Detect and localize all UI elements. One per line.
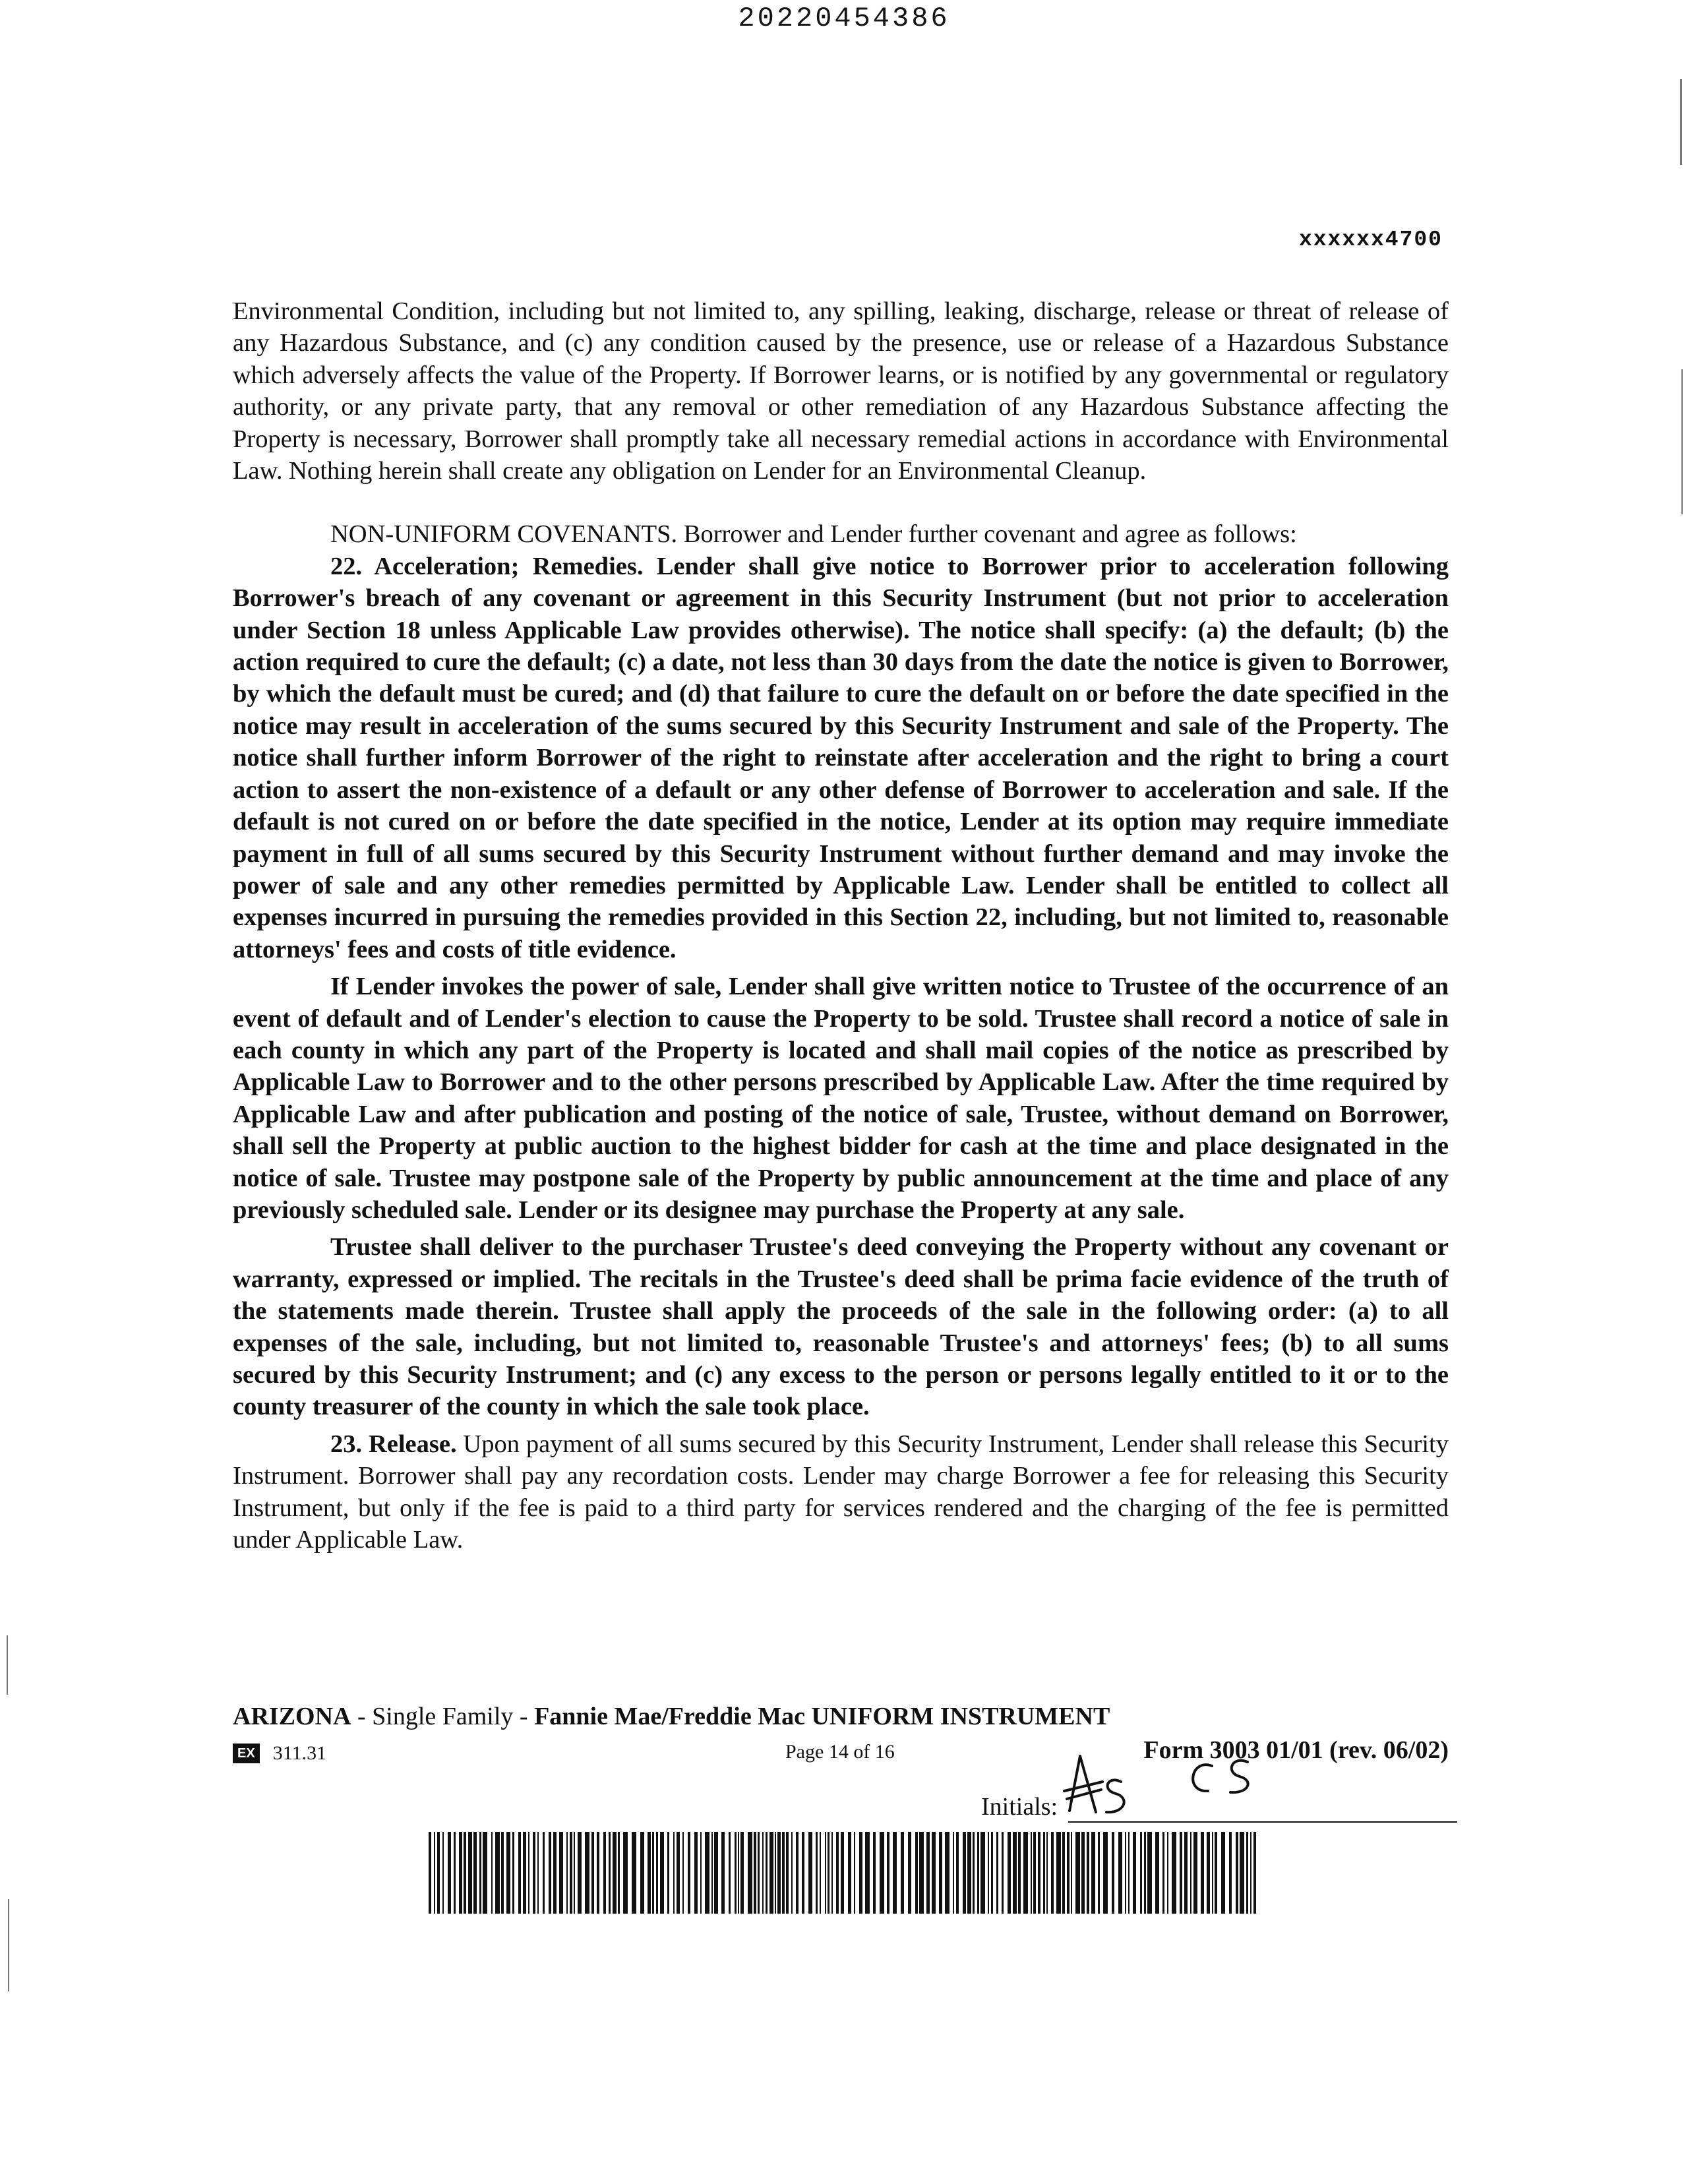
barcode-bar — [980, 1832, 985, 1914]
barcode-bar — [660, 1832, 664, 1914]
barcode-bar — [549, 1832, 551, 1914]
barcode-bar — [854, 1832, 855, 1914]
barcode-bar — [786, 1832, 789, 1914]
barcode-bar — [1075, 1832, 1080, 1914]
barcode-bar — [714, 1832, 718, 1914]
form-number: Form 3003 01/01 (rev. 06/02) — [1143, 1736, 1449, 1764]
barcode-bar — [1112, 1832, 1114, 1914]
barcode-bar — [533, 1832, 535, 1914]
barcode-bar — [667, 1832, 669, 1914]
barcode-bar — [953, 1832, 954, 1914]
barcode-bar — [828, 1832, 829, 1914]
recording-number: 20220454386 — [738, 3, 950, 34]
barcode-bar — [648, 1832, 651, 1914]
barcode-bar — [1046, 1832, 1048, 1914]
barcode-bar — [782, 1832, 785, 1914]
barcode-bar — [479, 1832, 481, 1914]
barcode-bar — [442, 1832, 444, 1914]
footer-form-line — [233, 1736, 1449, 1771]
barcode-bar — [1221, 1832, 1225, 1914]
barcode-bar — [1081, 1832, 1085, 1914]
barcode-bar — [609, 1832, 611, 1914]
barcode-bar — [748, 1832, 752, 1914]
barcode-bar — [908, 1832, 911, 1914]
barcode-bar — [483, 1832, 487, 1914]
initials-signature — [1062, 1753, 1259, 1825]
barcode-bar — [1180, 1832, 1182, 1914]
barcode-bar — [996, 1832, 998, 1914]
barcode-bar — [459, 1832, 462, 1914]
barcode-bar — [1023, 1832, 1028, 1914]
barcode-bar — [1008, 1832, 1011, 1914]
barcode-bar — [1155, 1832, 1159, 1914]
barcode-bar — [1128, 1832, 1130, 1914]
barcode-bar — [1229, 1832, 1232, 1914]
barcode-bar — [1125, 1832, 1126, 1914]
barcode-bar — [1253, 1832, 1256, 1914]
barcode-bar — [775, 1832, 776, 1914]
barcode-bar — [873, 1832, 876, 1914]
barcode-bar — [901, 1832, 904, 1914]
barcode-bar — [1212, 1832, 1213, 1914]
barcode-bar — [537, 1832, 539, 1914]
barcode-bar — [700, 1832, 702, 1914]
barcode-bar — [473, 1832, 477, 1914]
barcode-bar — [652, 1832, 654, 1914]
barcode-bar — [887, 1832, 889, 1914]
loan-number: xxxxxx4700 — [1298, 228, 1443, 252]
barcode-bar — [673, 1832, 675, 1914]
barcode-bar — [1207, 1832, 1210, 1914]
barcode-bar — [1098, 1832, 1100, 1914]
barcode-bar — [831, 1832, 833, 1914]
barcode-bar — [1043, 1832, 1045, 1914]
barcode-bar — [1246, 1832, 1248, 1914]
barcode-bar — [632, 1832, 636, 1914]
section-23-release — [233, 1428, 1449, 1556]
barcode-bar — [963, 1832, 966, 1914]
barcode-bar — [762, 1832, 764, 1914]
barcode-bar — [1056, 1832, 1061, 1914]
barcode-bar — [945, 1832, 950, 1914]
barcode-bar — [1236, 1832, 1238, 1914]
barcode-bar — [1190, 1832, 1191, 1914]
barcode-bar — [1118, 1832, 1122, 1914]
barcode-bar — [919, 1832, 924, 1914]
barcode-bar — [1051, 1832, 1054, 1914]
barcode-bar — [735, 1832, 737, 1914]
barcode-bar — [429, 1832, 431, 1914]
barcode-bar — [956, 1832, 959, 1914]
barcode-bar — [729, 1832, 731, 1914]
barcode-bar — [758, 1832, 760, 1914]
barcode-bar — [570, 1832, 572, 1914]
barcode-bar — [848, 1832, 851, 1914]
barcode-bar — [688, 1832, 690, 1914]
barcode-bar — [973, 1832, 975, 1914]
barcode-bar — [1018, 1832, 1021, 1914]
section-23-text: Upon payment of all sums secured by this Security Instrument, Lender shall release this Security Instrument. Borrower shall pay any recordation costs. Lender may charge Borrower a fee for releasing this Security Instrument, but only if the fee is paid to a third party for services rendered and the charging of the fee is permitted under Applicable Law. — [233, 1430, 1449, 1554]
barcode-bar — [777, 1832, 781, 1914]
barcode-bar — [464, 1832, 466, 1914]
barcode-bar — [825, 1832, 826, 1914]
scan-edge-mark — [1681, 369, 1683, 514]
barcode-bar — [766, 1832, 768, 1914]
barcode-bar — [1140, 1832, 1142, 1914]
barcode-bar — [603, 1832, 606, 1914]
barcode-bar — [1067, 1832, 1070, 1914]
barcode-bar — [559, 1832, 563, 1914]
barcode-bar — [1184, 1832, 1188, 1914]
scan-edge-mark — [1680, 79, 1682, 165]
footer-instrument-line — [233, 1702, 1110, 1731]
barcode-bar — [1240, 1832, 1244, 1914]
barcode-bar — [1071, 1832, 1072, 1914]
barcode-bar — [841, 1832, 844, 1914]
barcode-bar — [808, 1832, 812, 1914]
barcode-bar — [1144, 1832, 1146, 1914]
barcode-bar — [518, 1832, 521, 1914]
barcode-bar — [1162, 1832, 1164, 1914]
barcode-bar — [574, 1832, 575, 1914]
barcode-bar — [578, 1832, 582, 1914]
barcode-bar — [1201, 1832, 1204, 1914]
scan-edge-mark — [8, 1899, 9, 1991]
barcode-bar — [1103, 1832, 1108, 1914]
barcode-bar — [523, 1832, 526, 1914]
barcode-bar — [437, 1832, 440, 1914]
barcode-bar — [1087, 1832, 1089, 1914]
section-22-acceleration-remedies: 22. Acceleration; Remedies. Lender shall give notice to Borrower prior to acceleration following Borrower's breach of any covenant or agreement in this Security Instrument (but not prior to acceleration under Section 18 unless Applicable Law provides otherwise). The notice shall specify: (a) the default; (b) the action required to cure the default; (c) a date, not less than 30 days from the date the notice is given to Borrower, by which the default must be cured; and (d) that failure to cure the default on or before the date specified in the notice may result in acceleration of the sums secured by this Security Instrument and sale of the Property. The notice shall further inform Borrower of the right to reinstate after acceleration and the right to bring a court action to assert the non-existence of a default or any other defense of Borrower to acceleration and sale. If the default is not cured on or before the date specified in the notice, Lender at its option may require immediate payment in full of all sums secured by this Security Instrument without further demand and may invoke the power of sale and any other remedies permitted by Applicable Law. Lender shall be entitled to collect all expenses incurred in pursuing the remedies provided in this Section 22, including, but not limited to, reasonable attorneys' fees and costs of title evidence. — [233, 552, 1449, 963]
barcode-bar — [640, 1832, 644, 1914]
barcode-bar — [506, 1832, 510, 1914]
section-23-heading: 23. Release. — [330, 1430, 457, 1458]
barcode-bar — [566, 1832, 568, 1914]
barcode — [427, 1832, 1263, 1914]
paragraph-power-of-sale: If Lender invokes the power of sale, Lender shall give written notice to Trustee of the occurrence of an event of default and of Lender's election to cause the Property to be sold. Trustee shall record a notice of sale in each county in which any part of the Property is located and shall mail copies of the notice as prescribed by Applicable Law to Borrower and to the other persons prescribed by Applicable Law. After the time required by Applicable Law and after publication and posting of the notice of sale, Trustee, without demand on Borrower, shall sell the Property at public auction to the highest bidder for cash at the time and place designated in the notice of sale. Trustee may postpone sale of the Property by public announcement at the time and place of any previously scheduled sale. Lender or its designee may purchase the Property at any sale. — [233, 973, 1449, 1224]
barcode-bar — [932, 1832, 936, 1914]
barcode-bar — [1038, 1832, 1040, 1914]
paragraph-trustee-deed: Trustee shall deliver to the purchaser Trustee's deed conveying the Property without any covenant or warranty, expressed or implied. The recitals in the Trustee's deed shall be prima facie evidence of the truth of the statements made therein. Trustee shall apply the proceeds of the sale in the following order: (a) to all expenses of the sale, including, but not limited to, reasonable Trustee's and attorneys' fees; (b) to all sums secured by this Security Instrument; and (c) any excess to the person or persons legally entitled to it or to the county treasurer of the county in which the sale took place. — [233, 1233, 1449, 1421]
scan-edge-mark — [7, 1635, 8, 1695]
barcode-bar — [705, 1832, 709, 1914]
barcode-bar — [796, 1832, 799, 1914]
barcode-bar — [468, 1832, 472, 1914]
barcode-bar — [721, 1832, 725, 1914]
barcode-bar — [553, 1832, 557, 1914]
barcode-bar — [682, 1832, 684, 1914]
barcode-bar — [491, 1832, 493, 1914]
barcode-bar — [1031, 1832, 1032, 1914]
barcode-bar — [591, 1832, 594, 1914]
barcode-bar — [448, 1832, 451, 1914]
barcode-bar — [585, 1832, 589, 1914]
page-indicator: Page 14 of 16 — [785, 1741, 895, 1763]
footer-separator: - Single Family - — [351, 1703, 535, 1730]
barcode-bar — [694, 1832, 698, 1914]
form-code: 311.31 — [272, 1742, 327, 1765]
barcode-bar — [501, 1832, 504, 1914]
barcode-bar — [836, 1832, 839, 1914]
footer-state: ARIZONA — [233, 1703, 351, 1730]
barcode-bar — [738, 1832, 739, 1914]
barcode-bar — [915, 1832, 918, 1914]
barcode-bar — [623, 1832, 628, 1914]
form-logo: EX — [233, 1744, 260, 1763]
barcode-bar — [740, 1832, 744, 1914]
initials-label: Initials: — [981, 1793, 1058, 1821]
barcode-bar — [512, 1832, 514, 1914]
barcode-bar — [977, 1832, 979, 1914]
barcode-bar — [1062, 1832, 1065, 1914]
non-uniform-covenants-heading: NON-UNIFORM COVENANTS. Borrower and Lender further covenant and agree as follows: — [330, 520, 1297, 549]
barcode-bar — [939, 1832, 942, 1914]
barcode-bar — [988, 1832, 989, 1914]
barcode-bar — [816, 1832, 818, 1914]
barcode-bar — [1033, 1832, 1036, 1914]
barcode-bar — [613, 1832, 617, 1914]
barcode-bar — [543, 1832, 545, 1914]
barcode-bar — [656, 1832, 658, 1914]
barcode-bar — [820, 1832, 821, 1914]
barcode-bar — [754, 1832, 756, 1914]
barcode-bar — [1167, 1832, 1168, 1914]
barcode-bar — [1250, 1832, 1251, 1914]
barcode-bar — [1002, 1832, 1004, 1914]
barcode-bar — [926, 1832, 930, 1914]
barcode-bar — [434, 1832, 435, 1914]
barcode-bar — [991, 1832, 993, 1914]
barcode-bar — [893, 1832, 897, 1914]
barcode-bar — [1193, 1832, 1197, 1914]
barcode-bar — [597, 1832, 599, 1914]
barcode-bar — [880, 1832, 884, 1914]
barcode-bar — [495, 1832, 500, 1914]
barcode-bar — [528, 1832, 529, 1914]
barcode-bar — [791, 1832, 793, 1914]
barcode-bar — [967, 1832, 971, 1914]
barcode-bar — [1215, 1832, 1217, 1914]
barcode-bar — [1091, 1832, 1095, 1914]
footer-instrument: Fannie Mae/Freddie Mac UNIFORM INSTRUMENT — [534, 1703, 1110, 1730]
barcode-bar — [1147, 1832, 1152, 1914]
barcode-bar — [1133, 1832, 1136, 1914]
barcode-bar — [865, 1832, 870, 1914]
document-body — [233, 295, 1449, 1556]
barcode-bar — [1013, 1832, 1017, 1914]
barcode-bar — [859, 1832, 862, 1914]
barcode-bar — [1172, 1832, 1176, 1914]
barcode-bar — [454, 1832, 456, 1914]
paragraph-environmental: Environmental Condition, including but not limited to, any spilling, leaking, discharge, release or threat of release of any Hazardous Substance, and (c) any condition caused by the presence, use or release of a Hazardous Substance which adversely affects the value of the Property. If Borrower learns, or is notified by any governmental or regulatory authority, or any private party, that any removal or other remediation of any Hazardous Substance affecting the Property is necessary, Borrower shall promptly take all necessary remedial actions in accordance with Environmental Law. Nothing herein shall create any obligation on Lender for an Environmental Cleanup. — [233, 297, 1449, 485]
barcode-bar — [677, 1832, 680, 1914]
barcode-bar — [769, 1832, 773, 1914]
barcode-bar — [802, 1832, 804, 1914]
barcode-bar — [618, 1832, 620, 1914]
barcode-bar — [711, 1832, 713, 1914]
